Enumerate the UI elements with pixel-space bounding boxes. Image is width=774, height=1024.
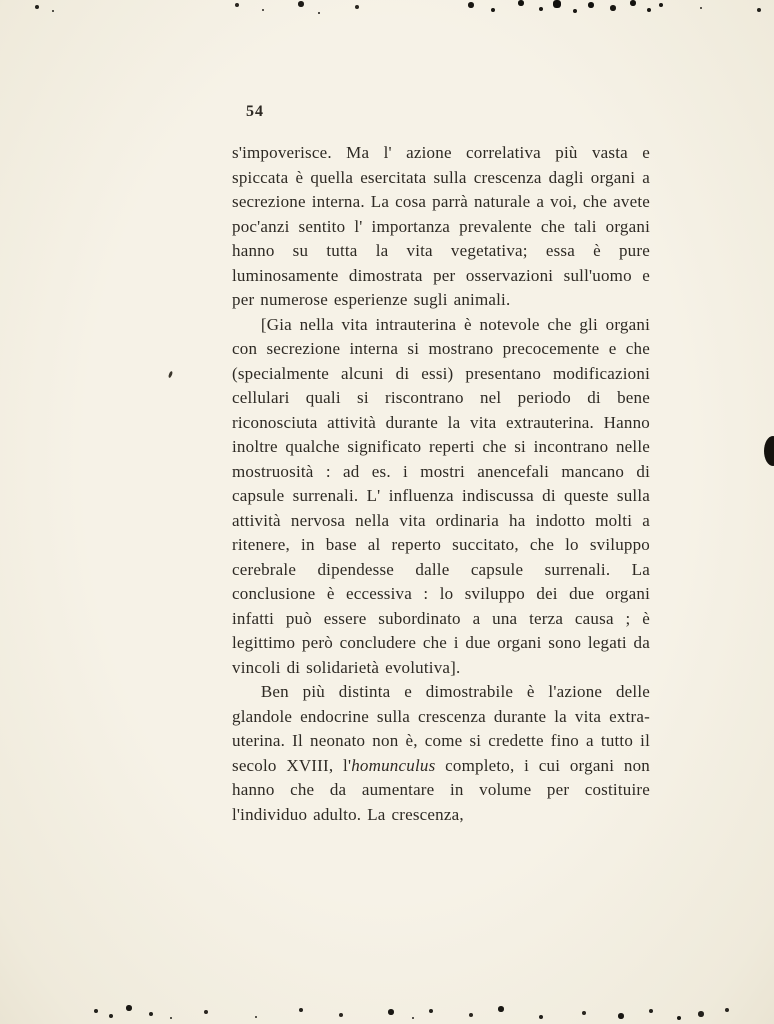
- paragraph-1: s'impoverisce. Ma l' azione correlativa più vasta e spiccata è quella esercitata sulla crescenza dagli organi a secrezione interna. La cosa parrà naturale a voi, che avete poc'anzi sentito l' importanza prevalente che tali organi hanno su tutta la vita vegetativa; essa è pure luminosamente dimostrata per osservazioni sull'uomo e per numerose esperienze sugli animali.: [232, 143, 650, 309]
- paragraph-3-text-before: Ben più distinta e dimostrabile è l'azione delle glandole endocrine sulla crescenza durante la vita extra-uterina. Il neonato non è, come si credette fino a tutto il secolo XVIII, l': [232, 682, 650, 775]
- scan-speckles-top: [0, 0, 2, 2]
- page-number: 54: [246, 103, 264, 120]
- text-block: [232, 141, 650, 827]
- scan-ink-blob-right: [764, 436, 774, 466]
- paragraph-2: [Gia nella vita intrauterina è notevole che gli organi con secrezione interna si mostrano precocemente e che (specialmente alcuni di essi) presentano modificazioni cellulari quali si riscontrano nel periodo di bene riconosciuta attività durante la vita extrauterina. Hanno inoltre qualche significato reperti che si incontrano nelle mostruosità : ad es. i mostri anencefali mancano di capsule surrenali. L' influenza indiscussa di queste sulla attività nervosa nella vita ordinaria ha indotto molti a ritenere, in base al reperto succitato, che lo sviluppo cerebrale dipendesse dalle capsule surrenali. La conclusione è eccessiva : lo sviluppo dei due organi infatti può essere subordinato a una terza causa ; è legittimo però concludere che i due organi sono legati da vincoli di solidarietà evolutiva].: [232, 314, 650, 677]
- paragraph-3: [232, 680, 650, 827]
- paragraph-3-text-after: completo, i cui organi non hanno che da aumentare in volume per costituire l'individuo adulto. La crescenza,: [232, 755, 650, 824]
- scan-mark-left: [168, 371, 173, 379]
- paragraph-3-italic-term: homunculus: [351, 755, 436, 775]
- scan-speckles-bottom: [0, 1008, 2, 1010]
